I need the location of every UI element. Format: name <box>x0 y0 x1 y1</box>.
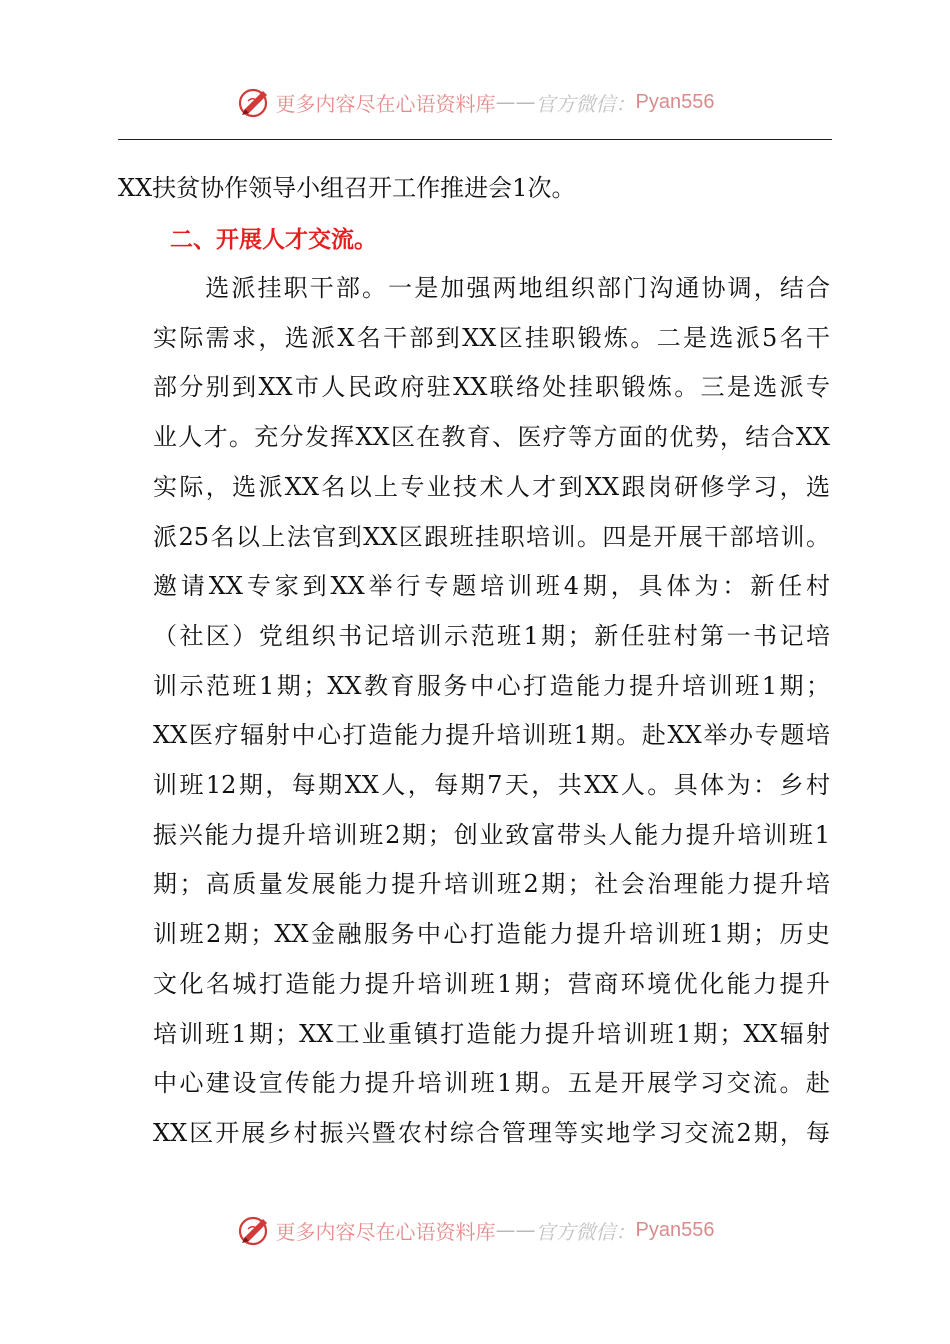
pen-logo-icon <box>236 1212 272 1248</box>
paragraph-line: 期；高质量发展能力提升培训班2期；社会治理能力提升培 <box>153 870 830 899</box>
banner-separator: —— <box>495 1218 536 1242</box>
header-banner <box>0 82 950 122</box>
paragraph-line: XX医疗辐射中心打造能力提升培训班1期。赴XX举办专题培 <box>153 721 830 750</box>
paragraph-line: 中心建设宣传能力提升培训班1期。五是开展学习交流。赴 <box>153 1069 830 1098</box>
paragraph-line: 邀请XX专家到XX举行专题培训班4期，具体为：新任村 <box>153 572 830 601</box>
paragraph-line: 训示范班1期；XX教育服务中心打造能力提升培训班1期； <box>153 671 830 700</box>
header-divider <box>118 139 832 140</box>
paragraph-line: 部分别到XX市人民政府驻XX联络处挂职锻炼。三是选派专 <box>153 373 830 402</box>
banner-sub-text: 官方微信： <box>535 1219 636 1244</box>
paragraph-line: 实际需求，选派X名干部到XX区挂职锻炼。二是选派5名干 <box>153 323 830 352</box>
banner-id-text: Pyan556 <box>635 90 715 113</box>
banner-separator: —— <box>495 90 536 114</box>
banner-sub-text: 官方微信： <box>535 91 636 116</box>
paragraph-line: （社区）党组织书记培训示范班1期；新任驻村第一书记培 <box>153 621 830 650</box>
paragraph-line: XX区开展乡村振兴暨农村综合管理等实地学习交流2期，每 <box>153 1118 830 1147</box>
banner-main-text: 更多内容尽在心语资料库 <box>275 91 496 116</box>
paragraph-line: 派25名以上法官到XX区跟班挂职培训。四是开展干部培训。 <box>153 522 830 551</box>
lead-paragraph-line: XX扶贫协作领导小组召开工作推进会1次。 <box>118 174 576 202</box>
section-heading: 二、开展人才交流。 <box>170 227 377 253</box>
paragraph-line: 选派挂职干部。一是加强两地组织部门沟通协调，结合 <box>153 274 830 302</box>
banner-main-text: 更多内容尽在心语资料库 <box>275 1219 496 1244</box>
footer-banner <box>0 1210 950 1250</box>
banner-id-text: Pyan556 <box>635 1218 715 1241</box>
paragraph-line: 文化名城打造能力提升培训班1期；营商环境优化能力提升 <box>153 969 830 998</box>
paragraph-line: 训班2期；XX金融服务中心打造能力提升培训班1期；历史 <box>153 920 830 949</box>
paragraph-line: 振兴能力提升培训班2期；创业致富带头人能力提升培训班1 <box>153 820 830 849</box>
paragraph-line: 培训班1期；XX工业重镇打造能力提升培训班1期；XX辐射 <box>153 1019 830 1048</box>
paragraph-line: 实际，选派XX名以上专业技术人才到XX跟岗研修学习，选 <box>153 472 830 501</box>
paragraph-line: 业人才。充分发挥XX区在教育、医疗等方面的优势，结合XX <box>153 423 830 452</box>
pen-logo-icon <box>236 84 272 120</box>
paragraph-line: 训班12期，每期XX人，每期7天，共XX人。具体为：乡村 <box>153 771 830 799</box>
